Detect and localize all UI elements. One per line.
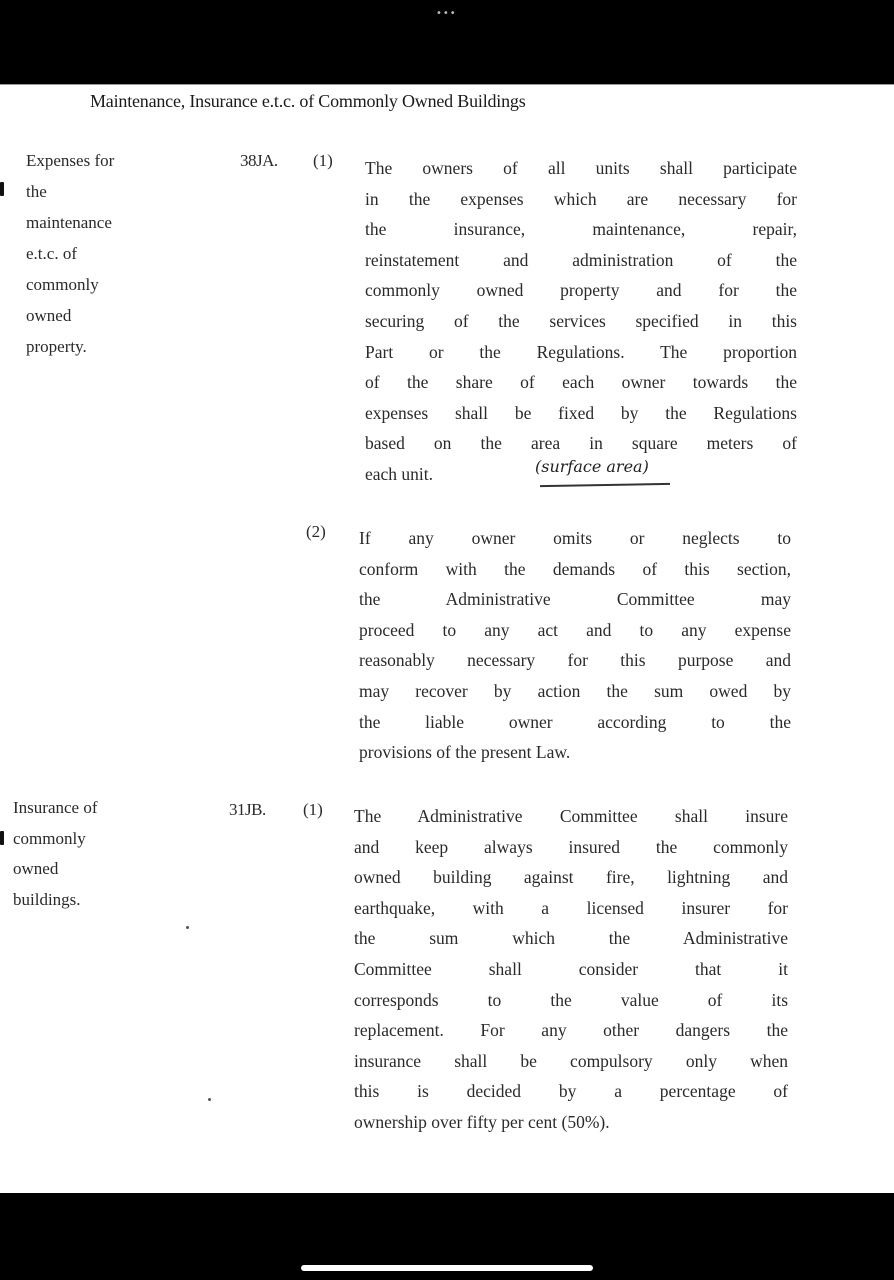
- paragraph-31jb-1: [354, 801, 788, 1138]
- text-line: ownership over fifty per cent (50%).: [354, 1111, 610, 1132]
- margin-note-line: maintenance: [26, 213, 112, 232]
- margin-note-line: Expenses for: [26, 151, 115, 170]
- text-line: replacement. For any other dangers the: [354, 1020, 788, 1041]
- text-line: may recover by action the sum owed by: [359, 680, 791, 701]
- text-line: proceed to any act and to any expense: [359, 619, 791, 640]
- text-line: reasonably necessary for this purpose and: [359, 650, 791, 671]
- text-line: Committee shall consider that it: [354, 958, 788, 979]
- scan-speck: [208, 1098, 211, 1101]
- text-line: based on the area in square meters of: [365, 433, 797, 454]
- text-line: each unit.: [365, 463, 434, 484]
- text-line: Part or the Regulations. The proportion: [365, 341, 797, 362]
- text-line: the insurance, maintenance, repair,: [365, 219, 797, 240]
- paragraph-38ja-1: [365, 153, 797, 490]
- section-number: 38JA.: [240, 151, 278, 170]
- margin-bullet-mark: [0, 182, 4, 196]
- text-line: conform with the demands of this section,: [359, 558, 791, 579]
- text-line: of the share of each owner towards the: [365, 372, 797, 393]
- text-line: commonly owned property and for the: [365, 280, 797, 301]
- margin-note-insurance: [13, 793, 98, 915]
- section-number: 31JB.: [229, 800, 266, 819]
- text-line: insurance shall be compulsory only when: [354, 1050, 788, 1071]
- text-line: reinstatement and administration of the: [365, 249, 797, 270]
- bottom-bar: [0, 1193, 894, 1280]
- subsection-label: (2): [306, 522, 326, 541]
- home-indicator[interactable]: [301, 1265, 593, 1271]
- document-page: [0, 84, 894, 1194]
- text-line: If any owner omits or neglects to: [359, 528, 791, 548]
- text-line: and keep always insured the commonly: [354, 836, 788, 857]
- text-line: The Administrative Committee shall insure: [354, 806, 788, 826]
- subsection-label: (1): [313, 151, 333, 170]
- text-line: in the expenses which are necessary for: [365, 188, 797, 209]
- text-line: this is decided by a percentage of: [354, 1081, 788, 1102]
- margin-bullet-mark: [0, 831, 4, 845]
- subsection-label: (1): [303, 800, 323, 819]
- margin-note-line: property.: [26, 337, 87, 356]
- text-line: the liable owner according to the: [359, 711, 791, 732]
- margin-note-line: e.t.c. of: [26, 244, 77, 263]
- text-line: corresponds to the value of its: [354, 989, 788, 1010]
- margin-note-line: buildings.: [13, 889, 81, 909]
- scan-speck: [186, 926, 189, 929]
- margin-note-line: commonly: [13, 828, 86, 848]
- margin-note-line: owned: [26, 306, 72, 325]
- handwritten-annotation: (surface area): [535, 457, 649, 476]
- text-line: earthquake, with a licensed insurer for: [354, 897, 788, 918]
- more-options-icon[interactable]: •••: [436, 8, 457, 19]
- top-bar: [0, 0, 894, 84]
- text-line: provisions of the present Law.: [359, 742, 571, 763]
- page-heading: Maintenance, Insurance e.t.c. of Commonly Owned Buildings: [90, 91, 526, 111]
- paragraph-38ja-2: [359, 523, 791, 768]
- text-line: securing of the services specified in this: [365, 310, 797, 331]
- margin-note-line: commonly: [26, 275, 99, 294]
- text-line: expenses shall be fixed by the Regulations: [365, 402, 797, 423]
- text-line: The owners of all units shall participate: [365, 158, 797, 178]
- text-line: the Administrative Committee may: [359, 589, 791, 610]
- margin-note-expenses: [26, 145, 114, 362]
- text-line: the sum which the Administrative: [354, 928, 788, 949]
- text-line: owned building against fire, lightning and: [354, 867, 788, 888]
- margin-note-line: owned: [13, 859, 59, 878]
- margin-note-line: Insurance of: [13, 798, 98, 817]
- margin-note-line: the: [26, 182, 47, 201]
